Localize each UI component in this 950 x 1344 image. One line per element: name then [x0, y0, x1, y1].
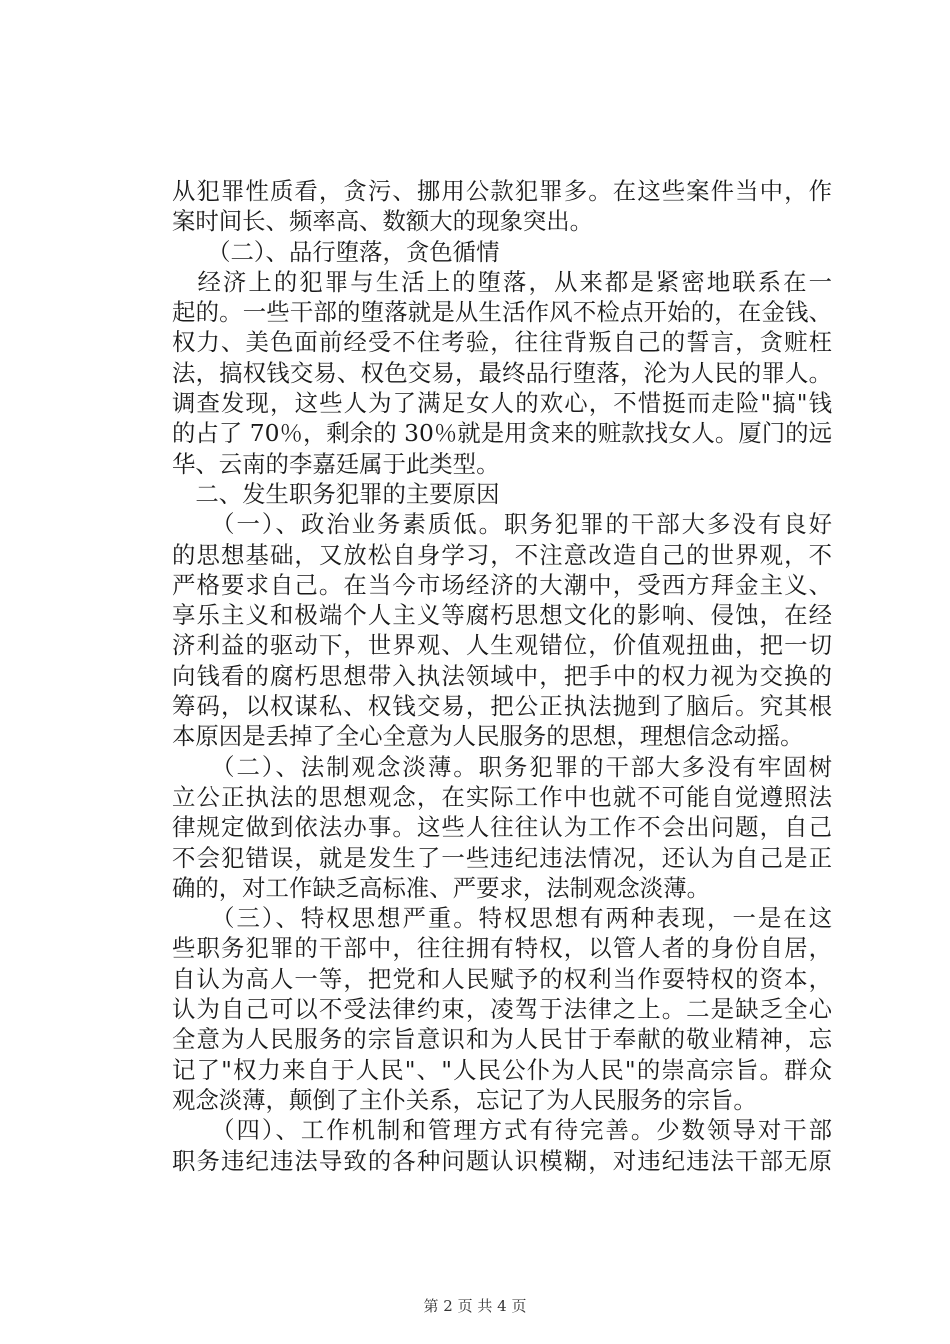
page-footer: 第 2 页 共 4 页: [423, 1297, 527, 1315]
text-line: 的思想基础，又放松自身学习，不注意改造自己的世界观，不: [172, 540, 832, 569]
text-line: 记了"权力来自于人民"、"人民公仆为人民"的崇高宗旨。群众: [172, 1055, 832, 1084]
text-line: 二、发生职务犯罪的主要原因: [172, 479, 500, 508]
text-line: 全意为人民服务的宗旨意识和为人民甘于奉献的敬业精神，忘: [172, 1025, 832, 1054]
text-line: 权力、美色面前经受不住考验，往往背叛自己的誓言，贪赃枉: [172, 328, 832, 357]
text-line: （一）、政治业务素质低。职务犯罪的干部大多没有良好: [172, 510, 832, 539]
text-line: 立公正执法的思想观念，在实际工作中也就不可能自觉遵照法: [172, 782, 832, 811]
text-line: 济利益的驱动下，世界观、人生观错位，价值观扭曲，把一切: [172, 631, 832, 660]
text-line: （三）、特权思想严重。特权思想有两种表现，一是在这: [172, 904, 832, 933]
text-line: 职务违纪违法导致的各种问题认识模糊，对违纪违法干部无原: [172, 1146, 832, 1175]
text-line: 观念淡薄，颠倒了主仆关系，忘记了为人民服务的宗旨。: [172, 1085, 757, 1114]
text-line: 案时间长、频率高、数额大的现象突出。: [172, 207, 594, 236]
text-line: 严格要求自己。在当今市场经济的大潮中，受西方拜金主义、: [172, 570, 832, 599]
text-line: 的占了 70％，剩余的 30％就是用贪来的赃款找女人。厦门的远: [172, 419, 832, 448]
text-line: 从犯罪性质看，贪污、挪用公款犯罪多。在这些案件当中，作: [172, 177, 832, 205]
text-line: 调查发现，这些人为了满足女人的欢心，不惜挺而走险"搞"钱: [172, 389, 832, 418]
text-line: 起的。一些干部的堕落就是从生活作风不检点开始的，在金钱、: [172, 298, 832, 327]
text-line: 确的，对工作缺乏高标准、严要求，法制观念淡薄。: [172, 873, 710, 902]
text-line: （二）、法制观念淡薄。职务犯罪的干部大多没有牢固树: [172, 752, 832, 781]
text-line: （二）、品行堕落，贪色循情: [172, 237, 500, 266]
text-line: 华、云南的李嘉廷属于此类型。: [172, 449, 500, 478]
document-body: [172, 176, 832, 1176]
text-line: 自认为高人一等，把党和人民赋予的权利当作耍特权的资本，: [172, 964, 832, 993]
text-line: 法，搞权钱交易、权色交易，最终品行堕落，沦为人民的罪人。: [172, 358, 832, 387]
text-line: 享乐主义和极端个人主义等腐朽思想文化的影响、侵蚀，在经: [172, 601, 832, 630]
text-line: 筹码，以权谋私、权钱交易，把公正执法抛到了脑后。究其根: [172, 692, 832, 721]
text-line: 些职务犯罪的干部中，往往拥有特权，以管人者的身份自居，: [172, 934, 832, 963]
text-line: 不会犯错误，就是发生了一些违纪违法情况，还认为自己是正: [172, 843, 832, 872]
text-line: 经济上的犯罪与生活上的堕落，从来都是紧密地联系在一: [172, 267, 832, 296]
text-line: 本原因是丢掉了全心全意为人民服务的思想，理想信念动摇。: [172, 722, 804, 751]
text-line: 向钱看的腐朽思想带入执法领域中，把手中的权力视为交换的: [172, 661, 832, 690]
text-line: 律规定做到依法办事。这些人往往认为工作不会出问题，自己: [172, 813, 832, 842]
text-line: 认为自己可以不受法律约束，凌驾于法律之上。二是缺乏全心: [172, 995, 832, 1024]
text-line: （四）、工作机制和管理方式有待完善。少数领导对干部: [172, 1116, 832, 1145]
